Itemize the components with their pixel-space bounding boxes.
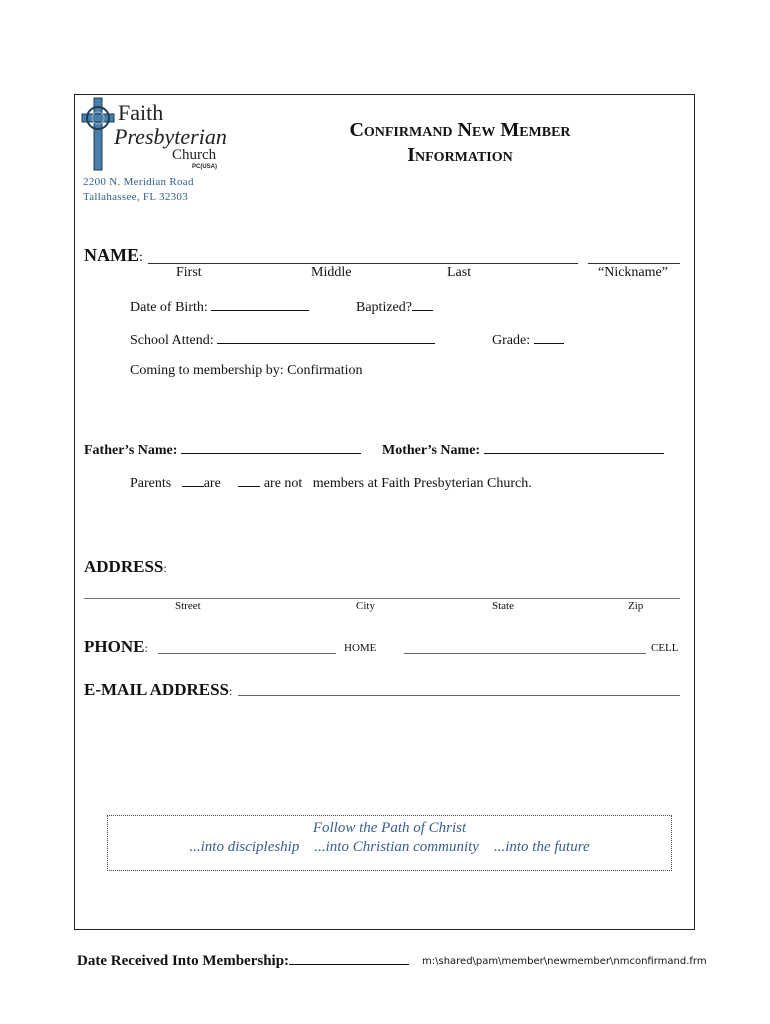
- mother-field[interactable]: [484, 441, 664, 454]
- church-logo: [80, 96, 230, 174]
- date-received-row: [77, 952, 409, 970]
- home-phone-field[interactable]: [158, 653, 336, 654]
- date-received-label: Date Received Into Membership:: [77, 953, 290, 969]
- title-line-1: Confirmand New Member: [349, 119, 571, 141]
- city-label: City: [356, 600, 375, 612]
- mother-row: [382, 441, 664, 459]
- cell-label: CELL: [651, 642, 679, 654]
- zip-label: Zip: [628, 600, 644, 612]
- form-border: [74, 94, 695, 930]
- middle-label: Middle: [311, 265, 352, 280]
- address-line-1: 2200 N. Meridian Road: [83, 176, 194, 188]
- dob-label: Date of Birth:: [130, 300, 208, 315]
- school-field[interactable]: [217, 331, 435, 344]
- home-label: HOME: [344, 642, 377, 654]
- parents-label: Parents: [130, 476, 172, 491]
- baptized-field[interactable]: [412, 298, 433, 311]
- parents-are-field[interactable]: [182, 474, 204, 487]
- father-label: Father’s Name:: [84, 443, 178, 458]
- page-title: [300, 118, 620, 168]
- dob-row: [130, 298, 309, 316]
- svg-text:Church: Church: [172, 147, 217, 163]
- title-line-2: Information: [407, 144, 513, 166]
- grade-label: Grade:: [492, 333, 531, 348]
- mother-label: Mother’s Name:: [382, 443, 481, 458]
- date-received-field[interactable]: [289, 952, 409, 965]
- celtic-cross-icon: [80, 96, 230, 174]
- school-label: School Attend:: [130, 333, 214, 348]
- motto-line-1: Follow the Path of Christ: [312, 820, 467, 836]
- email-label: E-MAIL ADDRESS:: [84, 680, 233, 699]
- name-field[interactable]: [148, 263, 578, 264]
- church-address: [83, 175, 194, 205]
- address-label: ADDRESS:: [84, 557, 167, 576]
- baptized-label: Baptized?: [356, 300, 412, 315]
- dob-field[interactable]: [211, 298, 309, 311]
- school-row: [130, 331, 435, 349]
- members-text: members at Faith Presbyterian Church.: [312, 476, 532, 491]
- street-label: Street: [175, 600, 201, 612]
- motto-line-2: ...into discipleship ...into Christian community ...into the future: [189, 839, 590, 855]
- svg-text:Presbyterian: Presbyterian: [114, 124, 227, 149]
- svg-text:Faith: Faith: [118, 100, 164, 125]
- coming-to-membership: Coming to membership by: Confirmation: [130, 363, 363, 378]
- first-label: First: [176, 265, 202, 280]
- name-label: NAME:: [84, 245, 143, 265]
- father-field[interactable]: [181, 441, 361, 454]
- address-line-2: Tallahassee, FL 32303: [83, 191, 189, 203]
- father-row: [84, 441, 361, 459]
- address-field[interactable]: [84, 598, 680, 599]
- email-field[interactable]: [238, 695, 680, 696]
- phone-label: PHONE:: [84, 637, 148, 656]
- cell-phone-field[interactable]: [404, 653, 646, 654]
- svg-text:PC(USA): PC(USA): [192, 164, 217, 170]
- are-label: are: [203, 476, 221, 491]
- state-label: State: [492, 600, 514, 612]
- baptized-row: [356, 298, 433, 316]
- file-path: m:\shared\pam\member\newmember\nmconfirmand.frm: [422, 956, 707, 967]
- nickname-field[interactable]: [588, 263, 680, 264]
- last-label: Last: [447, 265, 472, 280]
- grade-row: [492, 331, 564, 349]
- grade-field[interactable]: [534, 331, 564, 344]
- are-not-label: are not: [263, 476, 303, 491]
- nickname-label: “Nickname”: [598, 265, 668, 280]
- parents-are-not-field[interactable]: [238, 474, 260, 487]
- parents-row: [130, 474, 532, 492]
